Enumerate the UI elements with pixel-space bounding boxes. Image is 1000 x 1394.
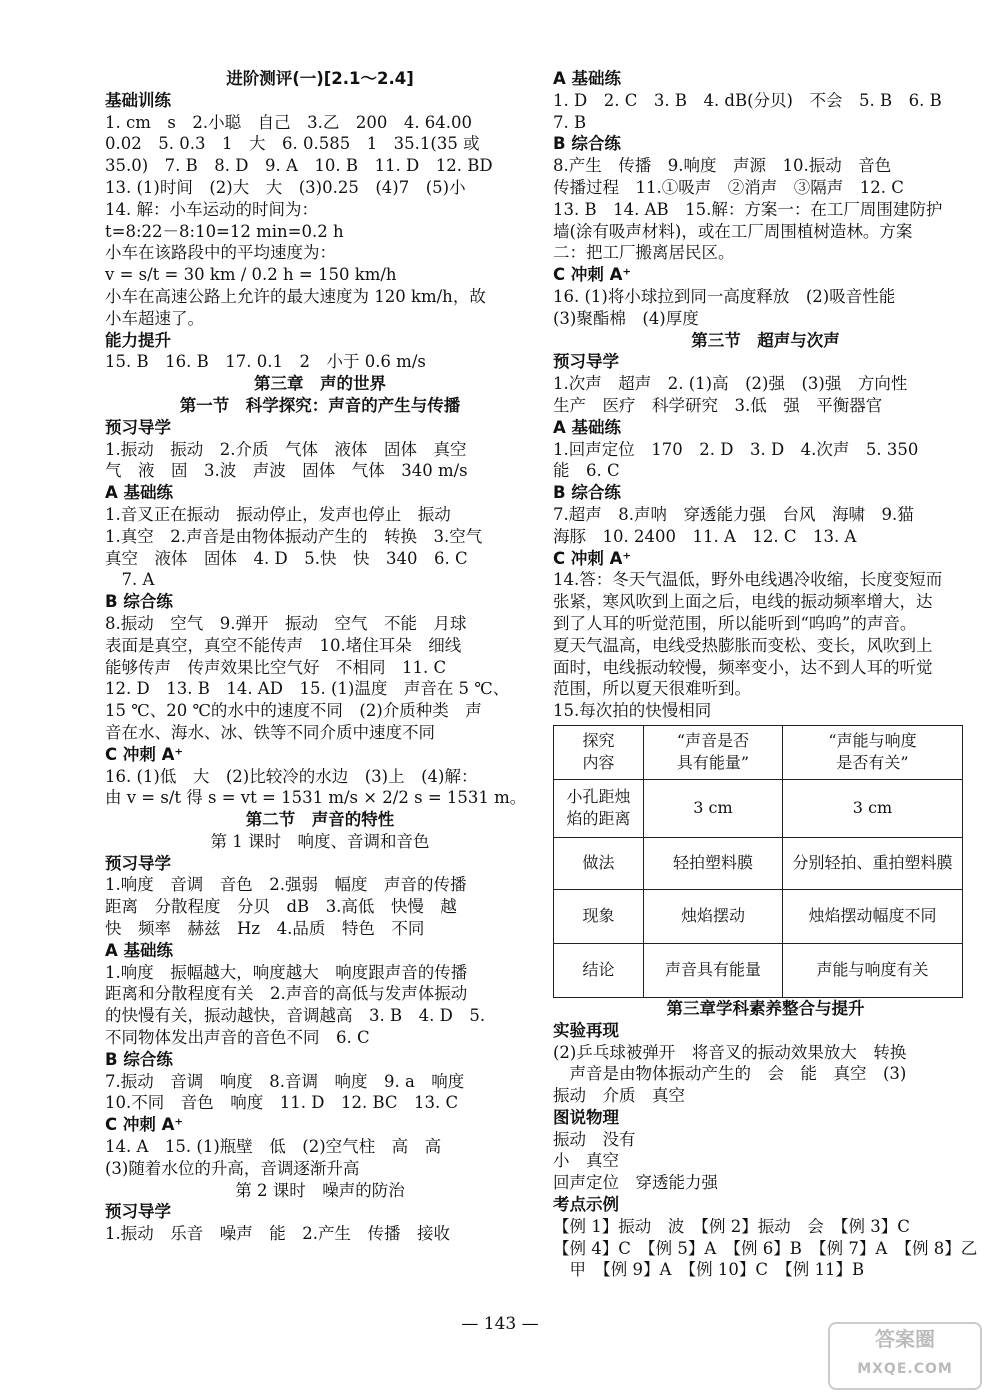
subsection-label: 基础训练 [105, 90, 171, 110]
answer-line: 0.02 5. 0.3 1 大 6. 0.585 1 35.1(35 或 [105, 134, 480, 154]
answer-line: v = s/t = 30 km / 0.2 h = 150 km/h [105, 265, 397, 285]
answer-line: 14.答：冬天气温低，野外电线遇冷收缩，长度变短而 [553, 570, 943, 590]
section-heading: 第一节 科学探究：声音的产生与传播 [179, 395, 461, 415]
table-row [554, 837, 963, 889]
answer-line: 1.振动 乐音 噪声 能 2.产生 传播 接收 [105, 1224, 450, 1244]
table-cell: 现象 [554, 889, 644, 943]
subsection-label: B 综合练 [105, 1049, 173, 1069]
watermark-url: MXQE.COM [857, 1361, 953, 1377]
table-cell: 轻拍塑料膜 [643, 837, 782, 889]
subsection-label: C 冲刺 A⁺ [553, 548, 632, 568]
answer-line: 面时，电线振动较慢，频率变小，达不到人耳的听觉 [553, 657, 933, 677]
table-cell: 声能与响度有关 [783, 943, 963, 997]
table-cell: 分别轻拍、重拍塑料膜 [783, 837, 963, 889]
answer-line: 7.超声 8.声呐 穿透能力强 台风 海啸 9.猫 [553, 504, 914, 524]
subsection-label: B 综合练 [553, 483, 621, 503]
answer-line: 到了人耳的听觉范围，所以能听到“呜呜”的声音。 [553, 613, 917, 633]
answer-line: 第 2 课时 噪声的防治 [235, 1180, 405, 1200]
answer-line: 墙(涂有吸声材料)，或在工厂周围植树造林。方案 [553, 221, 913, 241]
answer-line: 15.每次拍的快慢相同 [553, 701, 712, 721]
table-cell: 做法 [554, 837, 644, 889]
answer-line: 传播过程 11.①吸声 ②消声 ③隔声 12. C [553, 177, 904, 197]
subsection-label: B 综合练 [553, 134, 621, 154]
answer-line: 16. (1)将小球拉到同一高度释放 (2)吸音性能 [553, 286, 896, 306]
section-heading: 第三章 声的世界 [254, 374, 386, 394]
table-row [554, 943, 963, 997]
subsection-label: 图说物理 [553, 1107, 619, 1127]
left-column [105, 68, 535, 1245]
answer-line: (2)乒乓球被弹开 将音叉的振动效果放大 转换 [553, 1042, 907, 1062]
answer-line: 35.0) 7. B 8. D 9. A 10. B 11. D 12. BD [105, 156, 493, 176]
table-cell: 声音具有能量 [643, 943, 782, 997]
answer-line: 距离 分散程度 分贝 dB 3.高低 快慢 越 [105, 897, 457, 917]
table-row [554, 889, 963, 943]
answer-line: 小车超速了。 [105, 308, 204, 328]
subsection-label: 预习导学 [105, 853, 171, 873]
right-top-text [553, 68, 978, 722]
answer-line: 1.响度 音调 音色 2.强弱 幅度 声音的传播 [105, 875, 467, 895]
answer-line: 音在水、海水、冰、铁等不同介质中速度不同 [105, 722, 435, 742]
answer-line: 夏天气温高，电线受热膨胀而变松、变长，风吹到上 [553, 635, 933, 655]
answer-line: 的快慢有关，振动越快，音调越高 3. B 4. D 5. [105, 1006, 486, 1026]
answer-line: 1.振动 振动 2.介质 气体 液体 固体 真空 [105, 439, 467, 459]
table-row [554, 725, 963, 779]
answer-line: 甲 【例 9】A 【例 10】C 【例 11】B [553, 1260, 865, 1280]
subsection-label: A 基础练 [553, 417, 622, 437]
subsection-label: C 冲刺 A⁺ [105, 1115, 184, 1135]
watermark-text: 答案圈 [875, 1327, 935, 1351]
section-heading: 第三节 超声与次声 [691, 330, 840, 350]
subsection-label: A 基础练 [105, 940, 174, 960]
table-cell: 结论 [554, 943, 644, 997]
table-cell: 3 cm [783, 779, 963, 837]
experiment-table [553, 725, 963, 998]
answer-line: 【例 4】C 【例 5】A 【例 6】B 【例 7】A 【例 8】乙 [553, 1238, 978, 1258]
answer-line: 二：把工厂搬离居民区。 [553, 243, 735, 263]
answer-line: 7. B [553, 112, 587, 132]
answer-line: 1. D 2. C 3. B 4. dB(分贝) 不会 5. B 6. B [553, 90, 942, 110]
answer-line: (3)随着水位的升高，音调逐渐升高 [105, 1158, 360, 1178]
answer-line: 8.产生 传播 9.响度 声源 10.振动 音色 [553, 156, 892, 176]
section-heading: 第二节 声音的特性 [245, 810, 395, 830]
answer-line: 快 频率 赫兹 Hz 4.品质 特色 不同 [105, 919, 425, 939]
answer-line: 1.真空 2.声音是由物体振动产生的 转换 3.空气 [105, 526, 483, 546]
answer-line: 7. A [105, 570, 155, 590]
subsection-label: 预习导学 [105, 1202, 171, 1222]
subsection-label: 实验再现 [553, 1020, 619, 1040]
answer-line: 10.不同 音色 响度 11. D 12. BC 13. C [105, 1093, 459, 1113]
watermark-logo [828, 1322, 982, 1390]
answer-line: 海豚 10. 2400 11. A 12. C 13. A [553, 526, 857, 546]
subsection-label: 预习导学 [553, 352, 619, 372]
answer-line: 14. A 15. (1)瓶壁 低 (2)空气柱 高 高 [105, 1137, 442, 1157]
answer-line: 15. B 16. B 17. 0.1 2 小于 0.6 m/s [105, 352, 426, 372]
answer-line: t=8:22－8:10=12 min=0.2 h [105, 221, 344, 241]
answer-line: 1.音叉正在振动 振动停止，发声也停止 振动 [105, 504, 451, 524]
answer-line: 8.振动 空气 9.弹开 振动 空气 不能 月球 [105, 613, 467, 633]
answer-line: 1.响度 振幅越大，响度越大 响度跟声音的传播 [105, 962, 468, 982]
answer-line: 声音是由物体振动产生的 会 能 真空 (3) [553, 1064, 907, 1084]
table-cell: 烛焰摆动 [643, 889, 782, 943]
answer-line: 范围，所以夏天很难听到。 [553, 679, 751, 699]
answer-line: 15 ℃、20 ℃的水中的速度不同 (2)介质种类 声 [105, 701, 482, 721]
answer-line: 7.振动 音调 响度 8.音调 响度 9. a 响度 [105, 1071, 465, 1091]
answer-line: 小车在该路段中的平均速度为： [105, 243, 336, 263]
table-cell: 3 cm [643, 779, 782, 837]
table-cell: 小孔距烛 焰的距离 [554, 779, 644, 837]
answer-line: 振动 没有 [553, 1129, 636, 1149]
answer-line: 回声定位 穿透能力强 [553, 1173, 718, 1193]
table-cell: 探究 内容 [554, 725, 644, 779]
answer-line: 14. 解：小车运动的时间为： [105, 199, 318, 219]
answer-line: 能 6. C [553, 461, 620, 481]
table-cell: 烛焰摆动幅度不同 [783, 889, 963, 943]
subsection-label: A 基础练 [105, 483, 174, 503]
right-column [553, 68, 978, 1281]
right-bottom-text [553, 998, 978, 1281]
section-heading: 进阶测评(一)[2.1～2.4] [226, 69, 414, 88]
subsection-label: B 综合练 [105, 592, 173, 612]
answer-line: 12. D 13. B 14. AD 15. (1)温度 声音在 5 ℃、 [105, 679, 510, 699]
answer-line: 小车在高速公路上允许的最大速度为 120 km/h，故 [105, 286, 486, 306]
table-cell: “声能与响度 是否有关” [783, 725, 963, 779]
section-heading: 第三章学科素养整合与提升 [666, 998, 865, 1018]
subsection-label: 预习导学 [105, 417, 171, 437]
answer-line: 张紧，寒风吹到上面之后，电线的振动频率增大，达 [553, 592, 933, 612]
answer-line: 16. (1)低 大 (2)比较冷的水边 (3)上 (4)解： [105, 766, 478, 786]
answer-line: 1.次声 超声 2. (1)高 (2)强 (3)强 方向性 [553, 374, 908, 394]
answer-line: 不同物体发出声音的音色不同 6. C [105, 1028, 370, 1048]
answer-line: 第 1 课时 响度、音调和音色 [210, 831, 430, 851]
answer-line: 振动 介质 真空 [553, 1086, 685, 1106]
answer-line: 真空 液体 固体 4. D 5.快 快 340 6. C [105, 548, 468, 568]
subsection-label: 能力提升 [105, 330, 171, 350]
subsection-label: C 冲刺 A⁺ [105, 744, 184, 764]
subsection-label: A 基础练 [553, 69, 622, 88]
subsection-label: 考点示例 [553, 1195, 619, 1215]
table-row [554, 779, 963, 837]
answer-line: 1.回声定位 170 2. D 3. D 4.次声 5. 350 [553, 439, 919, 459]
answer-line: 小 真空 [553, 1151, 619, 1171]
subsection-label: C 冲刺 A⁺ [553, 265, 632, 285]
answer-line: 气 液 固 3.波 声波 固体 气体 340 m/s [105, 461, 468, 481]
answer-line: 表面是真空，真空不能传声 10.堵住耳朵 细线 [105, 635, 462, 655]
page-number: — 143 — [461, 1314, 539, 1334]
answer-line: 13. B 14. AB 15.解：方案一：在工厂周围建防护 [553, 199, 943, 219]
answer-line: 能够传声 传声效果比空气好 不相同 11. C [105, 657, 447, 677]
answer-line: 13. (1)时间 (2)大 大 (3)0.25 (4)7 (5)小 [105, 177, 466, 197]
answer-line: 生产 医疗 科学研究 3.低 强 平衡器官 [553, 395, 883, 415]
answer-line: 【例 1】振动 波 【例 2】振动 会 【例 3】C [553, 1216, 910, 1236]
table-cell: “声音是否 具有能量” [643, 725, 782, 779]
answer-line: 1. cm s 2.小聪 自己 3.乙 200 4. 64.00 [105, 112, 473, 132]
answer-line: 距离和分散程度有关 2.声音的高低与发声体振动 [105, 984, 468, 1004]
answer-line: 由 v = s/t 得 s = vt = 1531 m/s × 2/2 s = 1531 m。 [105, 788, 527, 808]
answer-line: (3)聚酯棉 (4)厚度 [553, 308, 699, 328]
